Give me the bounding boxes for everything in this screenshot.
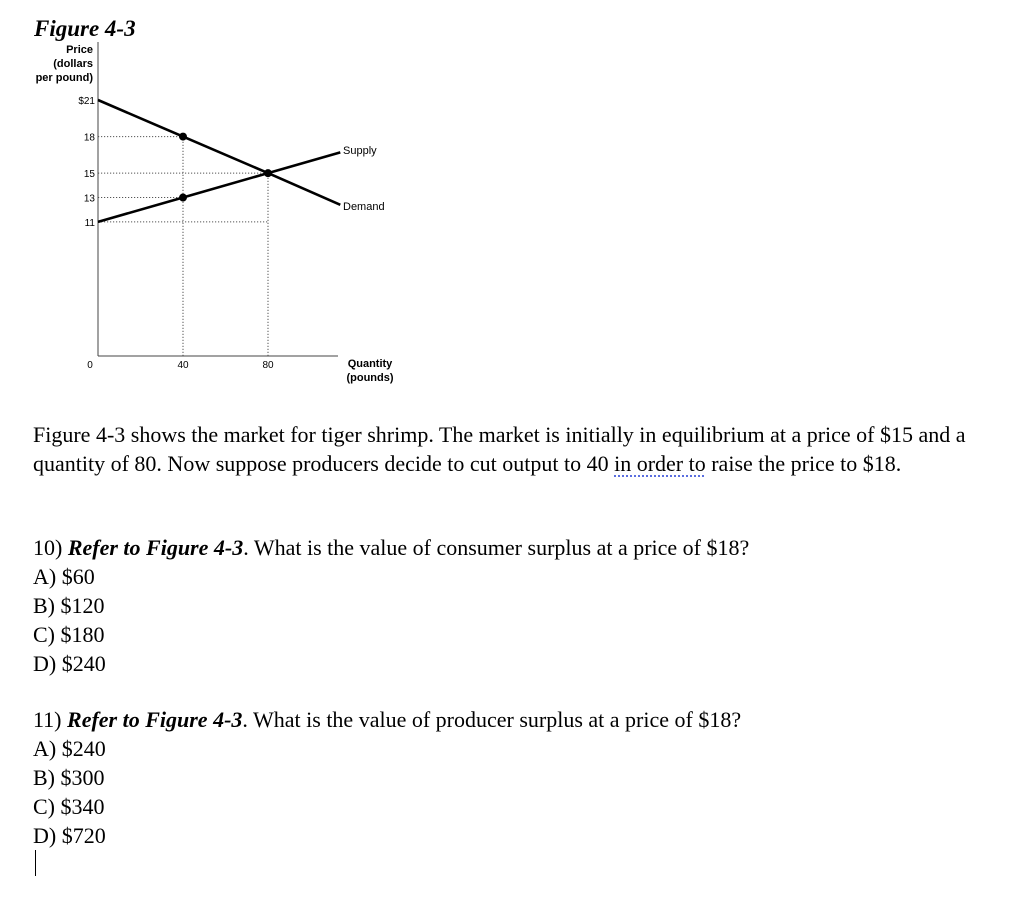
intro-text: Figure 4-3 shows the market for tiger shrimp. The market is initially in equilibrium at a price of $15 and a quantity of 80. Now suppose producers decide to cut output to 40 xyxy=(33,422,966,476)
question-number: 10) xyxy=(33,535,63,560)
x-axis-label-line: (pounds) xyxy=(346,372,394,384)
x-tick-label: 80 xyxy=(262,360,274,371)
supply-label: Supply xyxy=(343,145,377,157)
question-text: . What is the value of producer surplus at a price of $18? xyxy=(242,707,742,732)
y-tick-label: 11 xyxy=(84,217,95,229)
y-axis-label-line: (dollars xyxy=(53,58,93,70)
question-reference: Refer to Figure 4-3 xyxy=(67,535,244,560)
text-cursor[interactable] xyxy=(35,850,36,876)
market-chart xyxy=(0,0,440,400)
y-tick-label: $21 xyxy=(78,96,95,107)
grammar-flag-text[interactable]: in order to xyxy=(614,451,706,476)
y-tick-label: 15 xyxy=(83,169,95,181)
y-axis-label-line: per pound) xyxy=(35,72,93,84)
intro-paragraph xyxy=(33,420,998,478)
answer-option: A) $60 xyxy=(33,564,95,589)
y-tick-label: 18 xyxy=(83,132,95,144)
demand-label: Demand xyxy=(343,201,385,213)
data-point xyxy=(179,133,187,141)
answer-option: B) $120 xyxy=(33,593,105,618)
y-tick-label: 13 xyxy=(83,193,95,205)
data-point xyxy=(264,169,272,177)
answer-option: C) $180 xyxy=(33,622,105,647)
answer-option: B) $300 xyxy=(33,765,105,790)
question-number: 11) xyxy=(33,707,62,732)
answer-option: D) $240 xyxy=(33,651,106,676)
question-stem xyxy=(33,705,741,734)
x-axis-label-line: Quantity xyxy=(347,358,393,370)
x-tick-label: 0 xyxy=(87,360,93,371)
supply-curve xyxy=(98,152,340,222)
answer-option: D) $720 xyxy=(33,823,106,848)
answer-option: A) $240 xyxy=(33,736,106,761)
y-axis-label-line: Price xyxy=(66,44,93,56)
question-stem xyxy=(33,533,749,562)
demand-curve xyxy=(98,100,340,205)
data-point xyxy=(179,194,187,202)
answer-option: C) $340 xyxy=(33,794,105,819)
question-11 xyxy=(33,705,741,850)
intro-text-end: raise the price to $18. xyxy=(705,451,902,476)
question-text: . What is the value of consumer surplus at a price of $18? xyxy=(243,535,750,560)
question-10 xyxy=(33,533,749,678)
question-reference: Refer to Figure 4-3 xyxy=(67,707,243,732)
x-tick-label: 40 xyxy=(177,360,189,371)
figure-title: Figure 4-3 xyxy=(34,16,136,41)
y-axis-label xyxy=(36,44,94,84)
